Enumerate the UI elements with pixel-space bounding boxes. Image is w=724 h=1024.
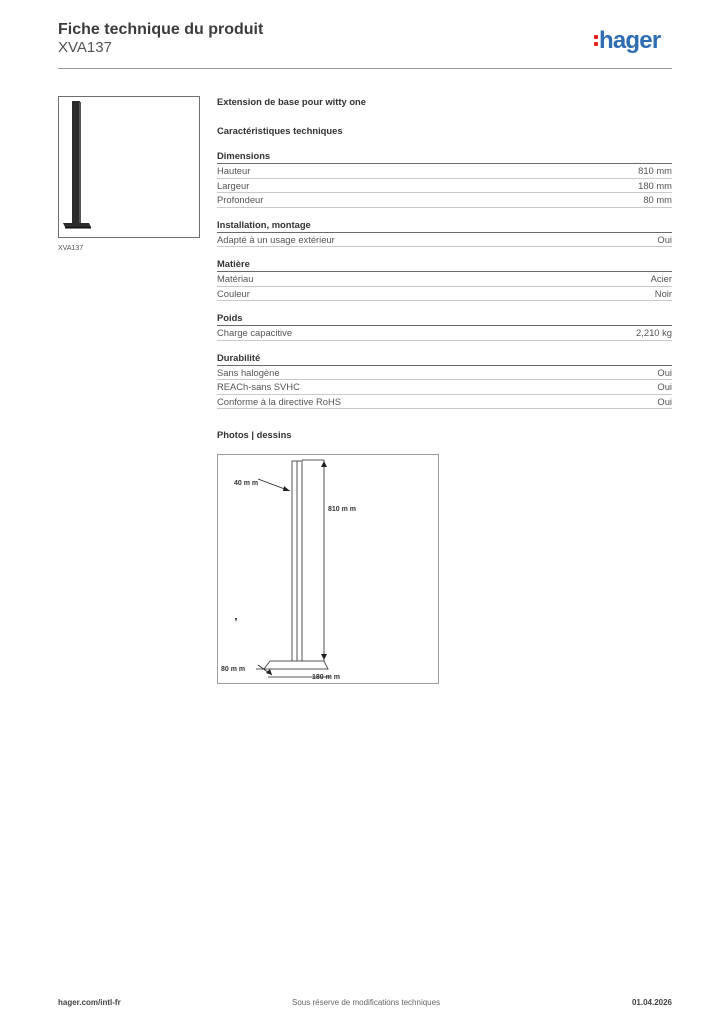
dimension-drawing-icon xyxy=(218,455,438,683)
header-divider xyxy=(58,68,672,69)
spec-group-title: Durabilité xyxy=(217,352,672,366)
spec-row xyxy=(217,395,672,410)
spec-group xyxy=(217,352,672,410)
page-title: Fiche technique du produit xyxy=(58,21,264,38)
spec-content xyxy=(217,96,672,443)
spec-value: Noir xyxy=(654,287,672,299)
footer-disclaimer: Sous réserve de modifications techniques xyxy=(292,998,441,1007)
specs-section-title: Caractéristiques techniques xyxy=(217,125,343,136)
spec-group xyxy=(217,258,672,301)
spec-group-title: Dimensions xyxy=(217,150,672,164)
spec-group-title: Poids xyxy=(217,312,672,326)
spec-value: 810 mm xyxy=(638,165,672,176)
spec-value: Oui xyxy=(657,233,672,245)
spec-label: Sans halogène xyxy=(217,366,280,378)
spec-value: Oui xyxy=(657,381,672,392)
spec-value: 180 mm xyxy=(638,179,672,191)
spec-row xyxy=(217,366,672,381)
logo-text: hager xyxy=(599,27,661,54)
spec-row xyxy=(217,326,672,341)
spec-row xyxy=(217,287,672,302)
dimension-drawing xyxy=(217,454,439,684)
hager-logo xyxy=(594,29,660,53)
spec-row xyxy=(217,272,672,287)
spec-row xyxy=(217,179,672,194)
dim-label-top-depth: 40 m m xyxy=(234,480,259,487)
spec-label: REACh-sans SVHC xyxy=(217,381,300,392)
spec-label: Hauteur xyxy=(217,165,251,176)
logo-dots-icon xyxy=(594,33,598,47)
spec-value: 2,210 kg xyxy=(636,327,672,338)
dim-label-width: 180 m m xyxy=(312,674,341,681)
spec-label: Largeur xyxy=(217,179,250,191)
dim-label-height: 810 m m xyxy=(328,506,357,513)
spec-group xyxy=(217,219,672,248)
spec-label: Charge capacitive xyxy=(217,327,293,338)
spec-row xyxy=(217,193,672,208)
spec-label: Matériau xyxy=(217,273,254,284)
spec-label: Profondeur xyxy=(217,194,264,205)
spec-row xyxy=(217,233,672,248)
spec-group xyxy=(217,312,672,341)
product-name: Extension de base pour witty one xyxy=(217,96,366,107)
spec-groups xyxy=(217,150,672,409)
product-image xyxy=(58,96,200,238)
footer-website: hager.com/intl-fr xyxy=(58,998,121,1007)
spec-group xyxy=(217,150,672,208)
product-image-caption: XVA137 xyxy=(58,245,84,252)
dim-label-base-depth: 80 m m xyxy=(221,666,246,673)
spec-row xyxy=(217,164,672,179)
spec-value: Oui xyxy=(657,366,672,378)
spec-label: Conforme à la directive RoHS xyxy=(217,395,342,407)
footer-date: 01.04.2026 xyxy=(631,998,672,1007)
product-reference: XVA137 xyxy=(58,39,112,56)
spec-value: Acier xyxy=(650,273,672,284)
spec-label: Adapté à un usage extérieur xyxy=(217,233,335,245)
product-photo-icon xyxy=(59,97,199,237)
spec-value: Oui xyxy=(657,395,672,407)
photos-section-title: Photos | dessins xyxy=(217,429,292,440)
spec-group-title: Installation, montage xyxy=(217,219,672,233)
spec-value: 80 mm xyxy=(643,194,672,205)
spec-label: Couleur xyxy=(217,287,250,299)
spec-row xyxy=(217,380,672,395)
spec-group-title: Matière xyxy=(217,258,672,272)
